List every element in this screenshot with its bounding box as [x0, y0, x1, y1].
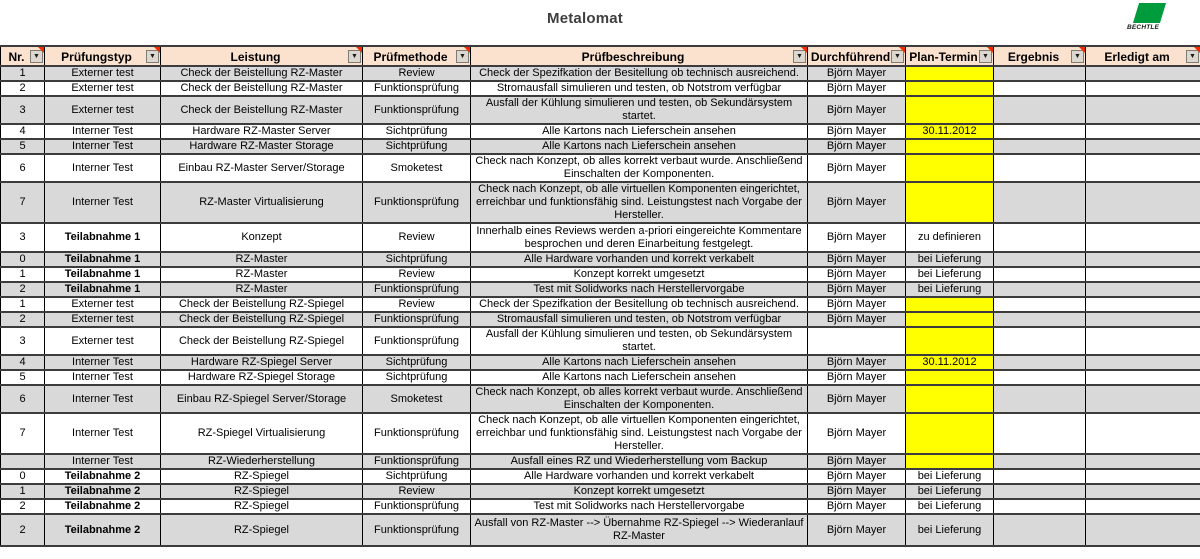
cell-nr[interactable]: 2: [1, 81, 45, 96]
cell-leistung[interactable]: Hardware RZ-Master Storage: [161, 139, 363, 154]
column-header-label: Ergebnis: [1007, 50, 1060, 64]
cell-durchfuehrend[interactable]: Björn Mayer: [808, 154, 906, 182]
cell-nr[interactable]: 1: [1, 66, 45, 81]
cell-leistung[interactable]: Hardware RZ-Spiegel Server: [161, 355, 363, 370]
cell-leistung[interactable]: Check der Beistellung RZ-Spiegel: [161, 297, 363, 312]
comment-marker-icon: [1079, 47, 1085, 53]
cell-ergebnis[interactable]: [994, 81, 1086, 96]
cell-typ[interactable]: Teilabnahme 1: [45, 282, 161, 297]
column-header-ergebnis[interactable]: [994, 46, 1086, 66]
cell-beschreibung[interactable]: Stromausfall simulieren und testen, ob Notstrom verfügbar: [471, 81, 808, 96]
table-row: [1, 370, 1200, 385]
cell-methode[interactable]: Funktionsprüfung: [363, 282, 471, 297]
cell-plan[interactable]: zu definieren: [906, 223, 994, 252]
cell-nr[interactable]: 6: [1, 385, 45, 413]
cell-durchfuehrend[interactable]: Björn Mayer: [808, 81, 906, 96]
cell-typ[interactable]: Externer test: [45, 81, 161, 96]
cell-erledigt[interactable]: [1086, 514, 1200, 546]
cell-beschreibung[interactable]: Alle Kartons nach Lieferschein ansehen: [471, 124, 808, 139]
column-header-durchfuehrend[interactable]: [808, 46, 906, 66]
table-row: [1, 327, 1200, 355]
cell-nr[interactable]: 2: [1, 312, 45, 327]
cell-methode[interactable]: Review: [363, 223, 471, 252]
cell-beschreibung[interactable]: Alle Kartons nach Lieferschein ansehen: [471, 370, 808, 385]
filter-dropdown-button[interactable]: ▼: [456, 50, 469, 63]
column-header-typ[interactable]: [45, 46, 161, 66]
cell-leistung[interactable]: RZ-Spiegel: [161, 499, 363, 514]
cell-methode[interactable]: Review: [363, 297, 471, 312]
cell-nr[interactable]: 2: [1, 514, 45, 546]
cell-ergebnis[interactable]: [994, 66, 1086, 81]
cell-beschreibung[interactable]: Ausfall der Kühlung simulieren und testen, ob Sekundärsystem startet.: [471, 327, 808, 355]
cell-plan[interactable]: 30.11.2012: [906, 355, 994, 370]
cell-typ[interactable]: Externer test: [45, 66, 161, 81]
cell-leistung[interactable]: Check der Beistellung RZ-Master: [161, 81, 363, 96]
cell-plan[interactable]: bei Lieferung: [906, 282, 994, 297]
cell-beschreibung[interactable]: Alle Kartons nach Lieferschein ansehen: [471, 139, 808, 154]
table-row: [1, 182, 1200, 223]
filter-dropdown-button[interactable]: ▼: [348, 50, 361, 63]
comment-marker-icon: [987, 47, 993, 53]
cell-methode[interactable]: Funktionsprüfung: [363, 312, 471, 327]
cell-ergebnis[interactable]: [994, 297, 1086, 312]
cell-beschreibung[interactable]: Alle Hardware vorhanden und korrekt verkabelt: [471, 252, 808, 267]
filter-dropdown-button[interactable]: ▼: [30, 50, 43, 63]
comment-marker-icon: [38, 47, 44, 53]
filter-dropdown-button[interactable]: ▼: [1186, 50, 1199, 63]
cell-plan[interactable]: [906, 312, 994, 327]
cell-erledigt[interactable]: [1086, 484, 1200, 499]
cell-methode[interactable]: Funktionsprüfung: [363, 454, 471, 469]
cell-leistung[interactable]: Check der Beistellung RZ-Master: [161, 96, 363, 124]
table-row: [1, 96, 1200, 124]
cell-erledigt[interactable]: [1086, 370, 1200, 385]
cell-ergebnis[interactable]: [994, 514, 1086, 546]
cell-typ[interactable]: Interner Test: [45, 139, 161, 154]
cell-ergebnis[interactable]: [994, 154, 1086, 182]
sheet-header-band: [0, 0, 1200, 45]
cell-durchfuehrend[interactable]: Björn Mayer: [808, 469, 906, 484]
cell-ergebnis[interactable]: [994, 267, 1086, 282]
bechtle-parallelogram-icon: [1133, 3, 1166, 23]
column-header-plan[interactable]: [906, 46, 994, 66]
cell-durchfuehrend[interactable]: Björn Mayer: [808, 182, 906, 223]
cell-nr[interactable]: 2: [1, 499, 45, 514]
cell-nr[interactable]: 7: [1, 413, 45, 454]
table-row: [1, 282, 1200, 297]
comment-marker-icon: [1194, 47, 1200, 53]
cell-beschreibung[interactable]: Check der Spezifkation der Besitellung ob technisch ausreichend.: [471, 297, 808, 312]
cell-erledigt[interactable]: [1086, 282, 1200, 297]
cell-typ[interactable]: Interner Test: [45, 413, 161, 454]
cell-erledigt[interactable]: [1086, 223, 1200, 252]
table-row: [1, 267, 1200, 282]
cell-nr[interactable]: 3: [1, 327, 45, 355]
cell-methode[interactable]: Funktionsprüfung: [363, 96, 471, 124]
cell-beschreibung[interactable]: Test mit Solidworks nach Herstellervorgabe: [471, 282, 808, 297]
cell-plan[interactable]: bei Lieferung: [906, 469, 994, 484]
cell-beschreibung[interactable]: Check nach Konzept, ob alles korrekt verbaut wurde. Anschließend Einschalten der Komponenten.: [471, 154, 808, 182]
cell-typ[interactable]: Teilabnahme 1: [45, 252, 161, 267]
cell-leistung[interactable]: RZ-Spiegel: [161, 469, 363, 484]
table-row: [1, 139, 1200, 154]
cell-durchfuehrend[interactable]: Björn Mayer: [808, 66, 906, 81]
table-row: [1, 312, 1200, 327]
cell-leistung[interactable]: Check der Beistellung RZ-Spiegel: [161, 327, 363, 355]
cell-nr[interactable]: 0: [1, 469, 45, 484]
cell-ergebnis[interactable]: [994, 469, 1086, 484]
cell-typ[interactable]: Teilabnahme 1: [45, 267, 161, 282]
filter-dropdown-button[interactable]: ▼: [891, 50, 904, 63]
cell-beschreibung[interactable]: Ausfall eines RZ und Wiederherstellung vom Backup: [471, 454, 808, 469]
cell-beschreibung[interactable]: Alle Hardware vorhanden und korrekt verkabelt: [471, 469, 808, 484]
cell-nr[interactable]: 1: [1, 297, 45, 312]
cell-methode[interactable]: Smoketest: [363, 385, 471, 413]
cell-nr[interactable]: 7: [1, 182, 45, 223]
cell-erledigt[interactable]: [1086, 469, 1200, 484]
cell-nr[interactable]: 5: [1, 370, 45, 385]
cell-leistung[interactable]: RZ-Wiederherstellung: [161, 454, 363, 469]
cell-ergebnis[interactable]: [994, 454, 1086, 469]
cell-erledigt[interactable]: [1086, 297, 1200, 312]
cell-beschreibung[interactable]: Stromausfall simulieren und testen, ob Notstrom verfügbar: [471, 312, 808, 327]
cell-plan[interactable]: bei Lieferung: [906, 499, 994, 514]
cell-nr[interactable]: 3: [1, 223, 45, 252]
cell-durchfuehrend[interactable]: Björn Mayer: [808, 454, 906, 469]
column-header-label: Prüfungstyp: [61, 50, 132, 64]
cell-beschreibung[interactable]: Konzept korrekt umgesetzt: [471, 484, 808, 499]
cell-methode[interactable]: Smoketest: [363, 154, 471, 182]
table-row: [1, 413, 1200, 454]
table-header-row: [1, 46, 1200, 66]
cell-methode[interactable]: Sichtprüfung: [363, 355, 471, 370]
bechtle-logo: [1125, 3, 1167, 34]
cell-durchfuehrend[interactable]: Björn Mayer: [808, 139, 906, 154]
cell-typ[interactable]: Interner Test: [45, 355, 161, 370]
test-plan-table: [0, 45, 1200, 547]
column-header-label: Plan-Termin: [909, 50, 978, 64]
filter-dropdown-button[interactable]: ▼: [793, 50, 806, 63]
cell-nr[interactable]: 5: [1, 139, 45, 154]
cell-nr[interactable]: 4: [1, 355, 45, 370]
filter-dropdown-button[interactable]: ▼: [146, 50, 159, 63]
cell-erledigt[interactable]: [1086, 454, 1200, 469]
cell-typ[interactable]: Teilabnahme 2: [45, 514, 161, 546]
cell-nr[interactable]: 1: [1, 484, 45, 499]
comment-marker-icon: [464, 47, 470, 53]
cell-ergebnis[interactable]: [994, 282, 1086, 297]
cell-leistung[interactable]: RZ-Master Virtualisierung: [161, 182, 363, 223]
cell-erledigt[interactable]: [1086, 139, 1200, 154]
cell-methode[interactable]: Funktionsprüfung: [363, 327, 471, 355]
cell-erledigt[interactable]: [1086, 154, 1200, 182]
cell-typ[interactable]: Interner Test: [45, 124, 161, 139]
cell-leistung[interactable]: Hardware RZ-Master Server: [161, 124, 363, 139]
cell-methode[interactable]: Funktionsprüfung: [363, 499, 471, 514]
cell-typ[interactable]: Externer test: [45, 297, 161, 312]
cell-plan[interactable]: 30.11.2012: [906, 124, 994, 139]
table-row: [1, 252, 1200, 267]
cell-typ[interactable]: Teilabnahme 2: [45, 499, 161, 514]
cell-durchfuehrend[interactable]: Björn Mayer: [808, 370, 906, 385]
cell-plan[interactable]: [906, 385, 994, 413]
cell-typ[interactable]: Teilabnahme 2: [45, 484, 161, 499]
column-header-label: Nr.: [8, 50, 25, 64]
cell-ergebnis[interactable]: [994, 252, 1086, 267]
table-row: [1, 469, 1200, 484]
cell-leistung[interactable]: Hardware RZ-Spiegel Storage: [161, 370, 363, 385]
table-row: [1, 514, 1200, 546]
cell-leistung[interactable]: RZ-Spiegel Virtualisierung: [161, 413, 363, 454]
table-row: [1, 355, 1200, 370]
cell-durchfuehrend[interactable]: Björn Mayer: [808, 413, 906, 454]
table-row: [1, 66, 1200, 81]
cell-durchfuehrend[interactable]: Björn Mayer: [808, 312, 906, 327]
cell-methode[interactable]: Review: [363, 66, 471, 81]
cell-nr[interactable]: 3: [1, 96, 45, 124]
comment-marker-icon: [801, 47, 807, 53]
cell-erledigt[interactable]: [1086, 66, 1200, 81]
cell-methode[interactable]: Funktionsprüfung: [363, 514, 471, 546]
table-row: [1, 154, 1200, 182]
cell-plan[interactable]: [906, 66, 994, 81]
table-row: [1, 124, 1200, 139]
cell-ergebnis[interactable]: [994, 327, 1086, 355]
cell-ergebnis[interactable]: [994, 223, 1086, 252]
cell-nr[interactable]: 2: [1, 282, 45, 297]
table-row: [1, 81, 1200, 96]
column-header-label: Prüfmethode: [373, 50, 448, 64]
cell-leistung[interactable]: RZ-Spiegel: [161, 514, 363, 546]
cell-nr[interactable]: [1, 454, 45, 469]
column-header-nr[interactable]: [1, 46, 45, 66]
cell-durchfuehrend[interactable]: Björn Mayer: [808, 282, 906, 297]
cell-typ[interactable]: Interner Test: [45, 454, 161, 469]
cell-durchfuehrend[interactable]: Björn Mayer: [808, 96, 906, 124]
column-header-methode[interactable]: [363, 46, 471, 66]
cell-plan[interactable]: [906, 297, 994, 312]
cell-methode[interactable]: Sichtprüfung: [363, 370, 471, 385]
cell-durchfuehrend[interactable]: Björn Mayer: [808, 484, 906, 499]
cell-durchfuehrend[interactable]: Björn Mayer: [808, 499, 906, 514]
cell-typ[interactable]: Interner Test: [45, 182, 161, 223]
page-title: Metalomat: [547, 10, 623, 27]
cell-durchfuehrend[interactable]: Björn Mayer: [808, 267, 906, 282]
cell-ergebnis[interactable]: [994, 484, 1086, 499]
comment-marker-icon: [899, 47, 905, 53]
cell-erledigt[interactable]: [1086, 499, 1200, 514]
cell-plan[interactable]: [906, 182, 994, 223]
cell-methode[interactable]: Sichtprüfung: [363, 252, 471, 267]
cell-ergebnis[interactable]: [994, 355, 1086, 370]
cell-durchfuehrend[interactable]: [808, 327, 906, 355]
cell-leistung[interactable]: RZ-Spiegel: [161, 484, 363, 499]
cell-methode[interactable]: Sichtprüfung: [363, 469, 471, 484]
table-row: [1, 385, 1200, 413]
cell-erledigt[interactable]: [1086, 267, 1200, 282]
cell-ergebnis[interactable]: [994, 139, 1086, 154]
column-header-erledigt[interactable]: [1086, 46, 1200, 66]
cell-leistung[interactable]: RZ-Master: [161, 252, 363, 267]
cell-erledigt[interactable]: [1086, 355, 1200, 370]
cell-plan[interactable]: [906, 154, 994, 182]
table-row: [1, 223, 1200, 252]
cell-beschreibung[interactable]: Ausfall von RZ-Master --> Übernahme RZ-Spiegel --> Wiederanlauf RZ-Master: [471, 514, 808, 546]
cell-typ[interactable]: Externer test: [45, 312, 161, 327]
cell-plan[interactable]: [906, 327, 994, 355]
cell-durchfuehrend[interactable]: Björn Mayer: [808, 223, 906, 252]
cell-beschreibung[interactable]: Check der Spezifkation der Besitellung ob technisch ausreichend.: [471, 66, 808, 81]
cell-typ[interactable]: Externer test: [45, 96, 161, 124]
cell-nr[interactable]: 6: [1, 154, 45, 182]
cell-ergebnis[interactable]: [994, 385, 1086, 413]
cell-erledigt[interactable]: [1086, 124, 1200, 139]
cell-nr[interactable]: 0: [1, 252, 45, 267]
cell-ergebnis[interactable]: [994, 182, 1086, 223]
cell-plan[interactable]: [906, 139, 994, 154]
cell-plan[interactable]: [906, 413, 994, 454]
cell-typ[interactable]: Teilabnahme 2: [45, 469, 161, 484]
filter-dropdown-button[interactable]: ▼: [979, 50, 992, 63]
cell-leistung[interactable]: Konzept: [161, 223, 363, 252]
cell-plan[interactable]: [906, 96, 994, 124]
table-row: [1, 297, 1200, 312]
table-row: [1, 454, 1200, 469]
cell-durchfuehrend[interactable]: Björn Mayer: [808, 124, 906, 139]
cell-beschreibung[interactable]: Test mit Solidworks nach Herstellervorgabe: [471, 499, 808, 514]
cell-leistung[interactable]: Check der Beistellung RZ-Spiegel: [161, 312, 363, 327]
column-header-leistung[interactable]: [161, 46, 363, 66]
cell-ergebnis[interactable]: [994, 312, 1086, 327]
cell-typ[interactable]: Interner Test: [45, 154, 161, 182]
cell-erledigt[interactable]: [1086, 413, 1200, 454]
bechtle-logo-wordmark: BECHTLE: [1127, 24, 1160, 31]
cell-ergebnis[interactable]: [994, 124, 1086, 139]
cell-durchfuehrend[interactable]: Björn Mayer: [808, 385, 906, 413]
cell-methode[interactable]: Sichtprüfung: [363, 124, 471, 139]
cell-methode[interactable]: Funktionsprüfung: [363, 182, 471, 223]
cell-beschreibung[interactable]: Check nach Konzept, ob alle virtuellen Komponenten eingerichtet, erreichbar und funktionsfähig sind. Leistungstest nach Vorgabe der Hersteller.: [471, 413, 808, 454]
cell-ergebnis[interactable]: [994, 499, 1086, 514]
cell-erledigt[interactable]: [1086, 385, 1200, 413]
cell-beschreibung[interactable]: Check nach Konzept, ob alles korrekt verbaut wurde. Anschließend Einschalten der Komponenten.: [471, 385, 808, 413]
cell-plan[interactable]: bei Lieferung: [906, 252, 994, 267]
cell-leistung[interactable]: Einbau RZ-Spiegel Server/Storage: [161, 385, 363, 413]
cell-leistung[interactable]: Check der Beistellung RZ-Master: [161, 66, 363, 81]
cell-durchfuehrend[interactable]: Björn Mayer: [808, 355, 906, 370]
cell-leistung[interactable]: Einbau RZ-Master Server/Storage: [161, 154, 363, 182]
cell-durchfuehrend[interactable]: Björn Mayer: [808, 252, 906, 267]
cell-plan[interactable]: bei Lieferung: [906, 267, 994, 282]
cell-erledigt[interactable]: [1086, 81, 1200, 96]
column-header-label: Leistung: [230, 50, 281, 64]
cell-beschreibung[interactable]: Check nach Konzept, ob alle virtuellen Komponenten eingerichtet, erreichbar und funktionsfähig sind. Leistungstest nach Vorgabe der Hersteller.: [471, 182, 808, 223]
cell-beschreibung[interactable]: Konzept korrekt umgesetzt: [471, 267, 808, 282]
comment-marker-icon: [154, 47, 160, 53]
cell-erledigt[interactable]: [1086, 312, 1200, 327]
cell-nr[interactable]: 4: [1, 124, 45, 139]
cell-plan[interactable]: bei Lieferung: [906, 514, 994, 546]
cell-beschreibung[interactable]: Ausfall der Kühlung simulieren und testen, ob Sekundärsystem startet.: [471, 96, 808, 124]
cell-durchfuehrend[interactable]: Björn Mayer: [808, 514, 906, 546]
cell-ergebnis[interactable]: [994, 96, 1086, 124]
table-row: [1, 484, 1200, 499]
column-header-label: Durchführend: [810, 50, 891, 64]
cell-erledigt[interactable]: [1086, 327, 1200, 355]
cell-nr[interactable]: 1: [1, 267, 45, 282]
column-header-label: Erledigt am: [1104, 50, 1170, 64]
cell-plan[interactable]: [906, 81, 994, 96]
cell-methode[interactable]: Sichtprüfung: [363, 139, 471, 154]
cell-typ[interactable]: Interner Test: [45, 370, 161, 385]
cell-leistung[interactable]: RZ-Master: [161, 282, 363, 297]
cell-durchfuehrend[interactable]: Björn Mayer: [808, 297, 906, 312]
cell-typ[interactable]: Teilabnahme 1: [45, 223, 161, 252]
cell-ergebnis[interactable]: [994, 413, 1086, 454]
cell-erledigt[interactable]: [1086, 182, 1200, 223]
column-header-label: Prüfbeschreibung: [581, 50, 685, 64]
column-header-beschreibung[interactable]: [471, 46, 808, 66]
cell-plan[interactable]: [906, 454, 994, 469]
cell-plan[interactable]: bei Lieferung: [906, 484, 994, 499]
cell-beschreibung[interactable]: Innerhalb eines Reviews werden a-priori eingereichte Kommentare besprochen und deren Einarbeitung festgelegt.: [471, 223, 808, 252]
cell-plan[interactable]: [906, 370, 994, 385]
cell-ergebnis[interactable]: [994, 370, 1086, 385]
cell-erledigt[interactable]: [1086, 96, 1200, 124]
cell-methode[interactable]: Funktionsprüfung: [363, 413, 471, 454]
comment-marker-icon: [356, 47, 362, 53]
cell-erledigt[interactable]: [1086, 252, 1200, 267]
filter-dropdown-button[interactable]: ▼: [1071, 50, 1084, 63]
cell-typ[interactable]: Externer test: [45, 327, 161, 355]
cell-typ[interactable]: Interner Test: [45, 385, 161, 413]
cell-leistung[interactable]: RZ-Master: [161, 267, 363, 282]
cell-beschreibung[interactable]: Alle Kartons nach Lieferschein ansehen: [471, 355, 808, 370]
cell-methode[interactable]: Funktionsprüfung: [363, 81, 471, 96]
table-row: [1, 499, 1200, 514]
cell-methode[interactable]: Review: [363, 267, 471, 282]
cell-methode[interactable]: Review: [363, 484, 471, 499]
